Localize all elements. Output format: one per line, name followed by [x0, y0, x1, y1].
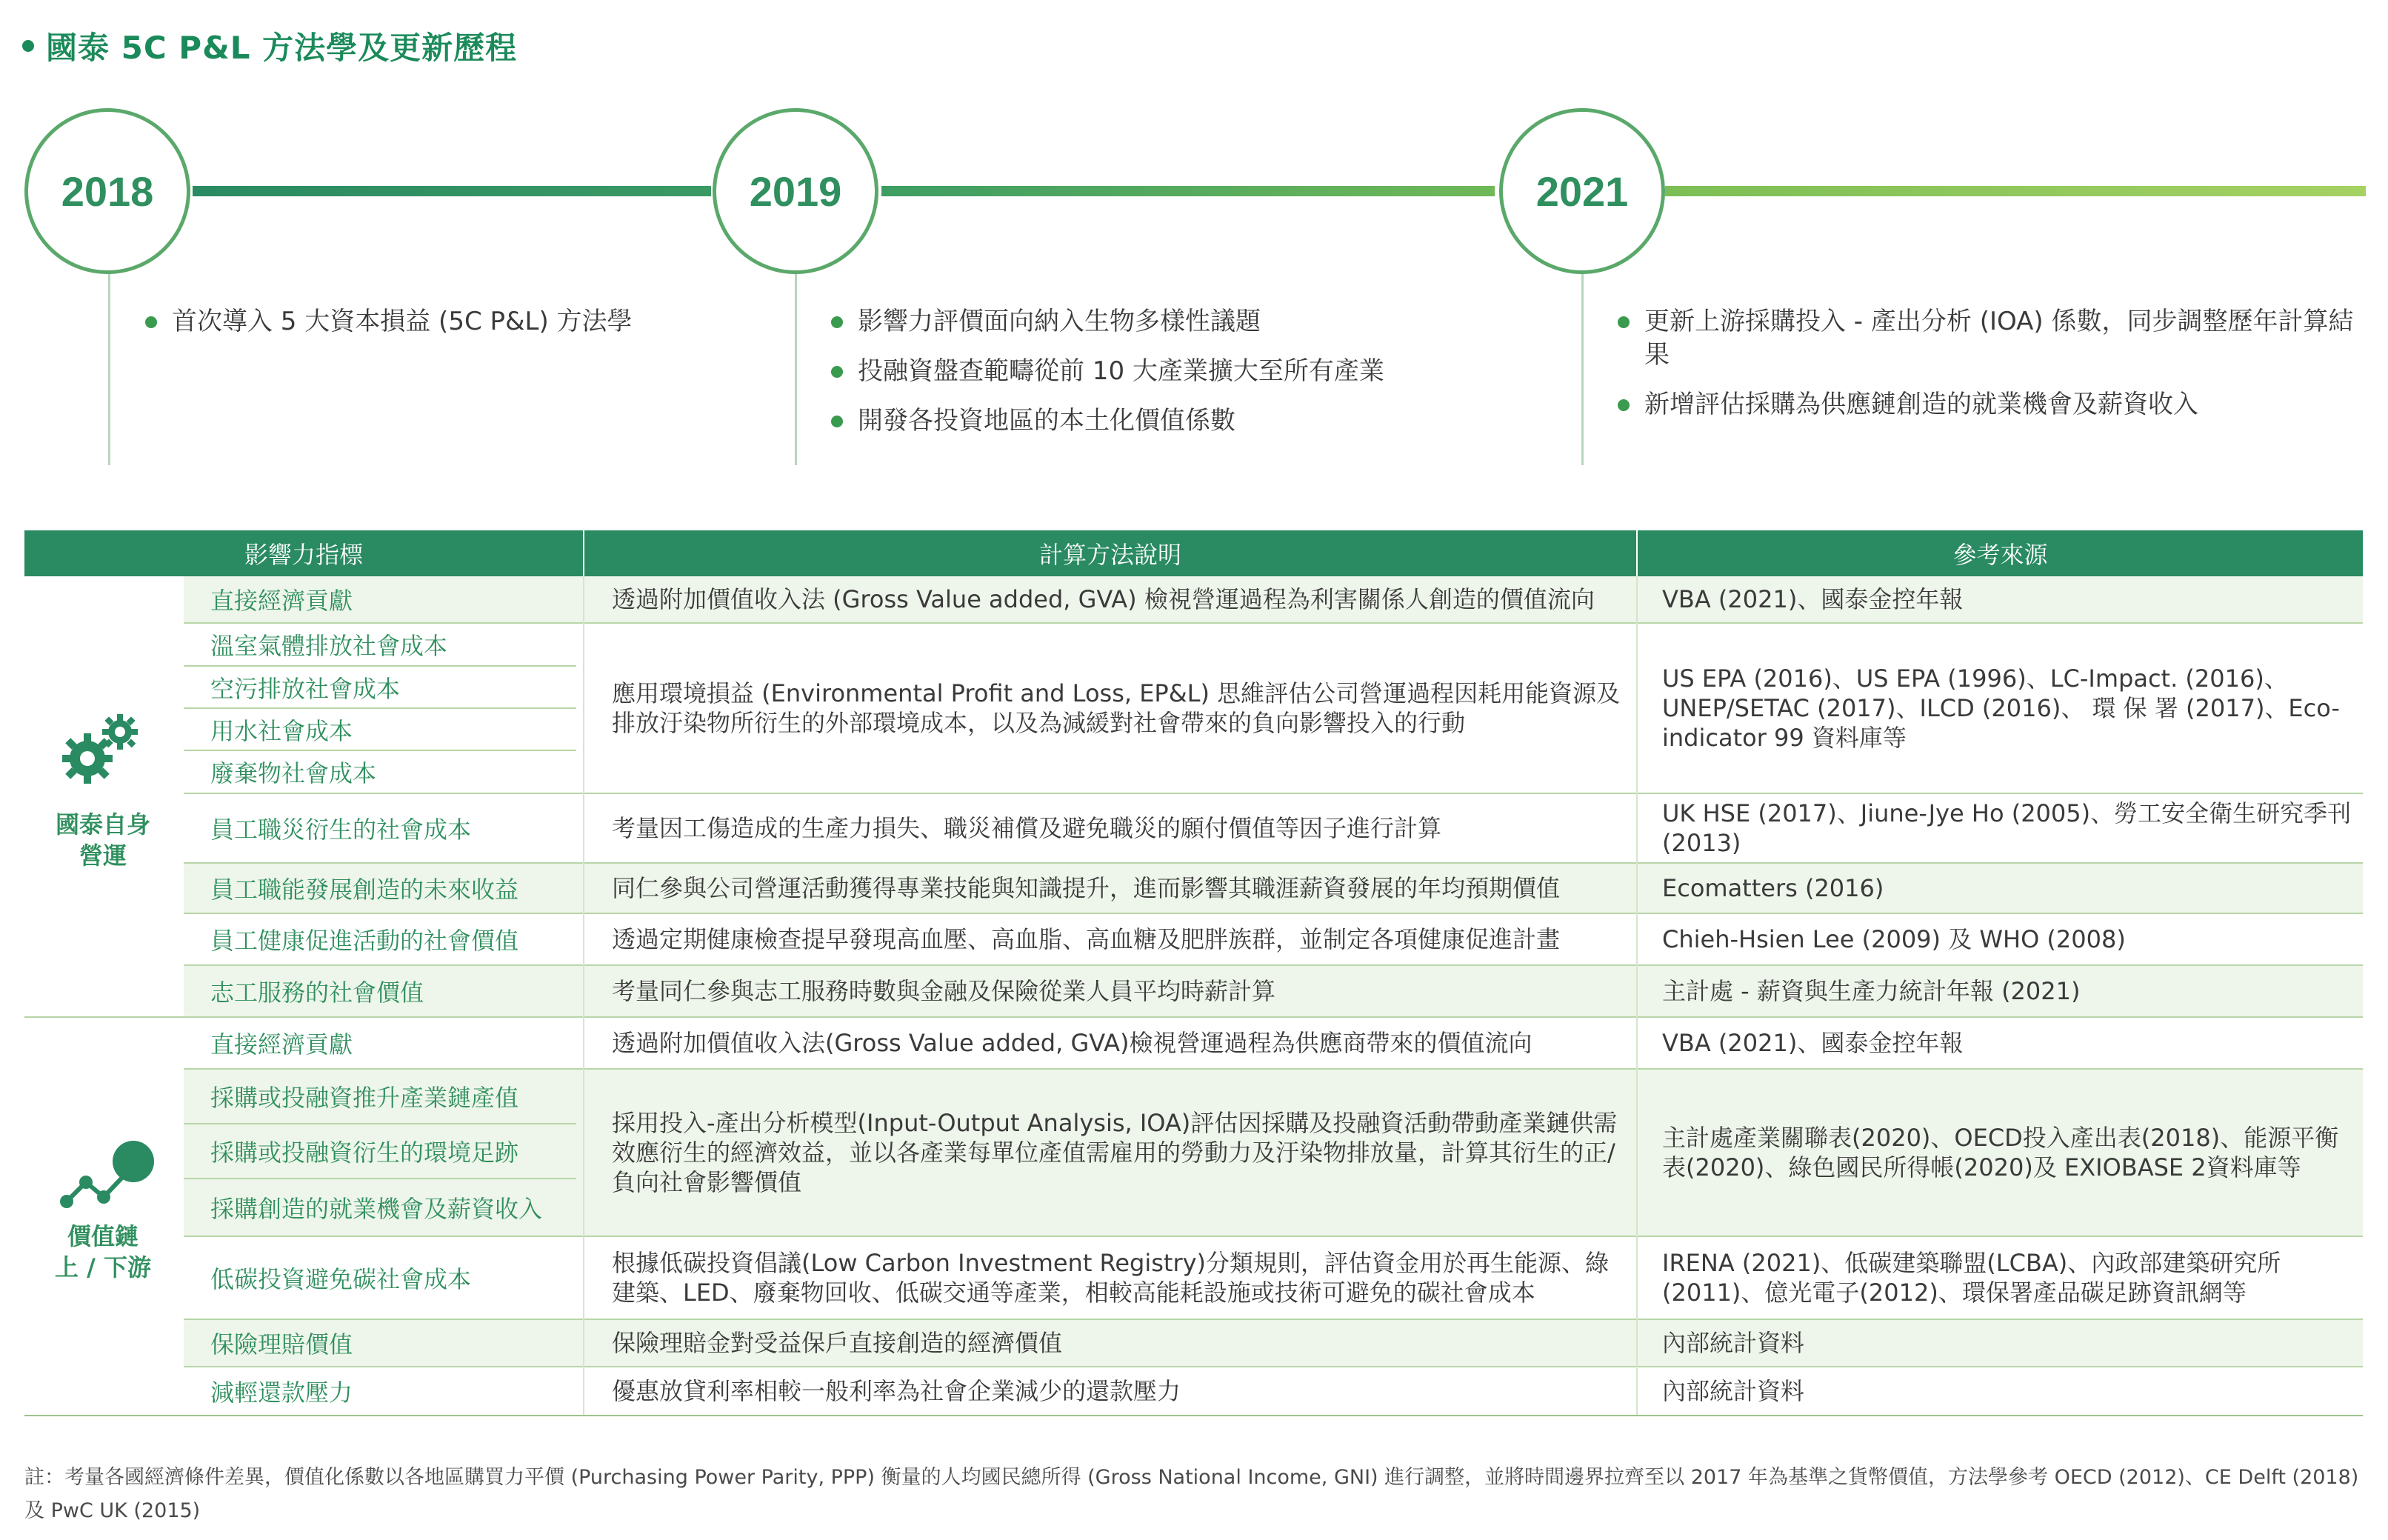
timeline-item: 首次導入 5 大資本損益 (5C P&L) 方法學 [145, 305, 708, 339]
group-label [33, 809, 173, 871]
description-cell: 保險理賠金對受益保戶直接創造的經濟價值 [612, 1329, 1063, 1357]
group-label-line: 價值鏈 [67, 1222, 139, 1250]
gears-icon [59, 711, 142, 788]
timeline-item: 開發各投資地區的本土化價值係數 [831, 404, 1483, 438]
reference-cell: 內部統計資料 [1662, 1329, 1805, 1357]
indicator-cell: 採購創造的就業機會及薪資收入 [210, 1195, 543, 1223]
description-cell: 透過附加價值收入法(Gross Value added, GVA)檢視營運過程為供應商帶來的價值流向 [612, 1029, 1532, 1057]
indicator-cell: 採購或投融資衍生的環境足跡 [210, 1139, 519, 1167]
table-row [184, 1018, 2363, 1068]
timeline-list-2019 [831, 305, 1483, 454]
timeline-list-2021 [1618, 305, 2358, 438]
table-row [184, 576, 2363, 622]
indicator-cell: 採購或投融資推升產業鏈產值 [210, 1084, 519, 1112]
table-row [184, 914, 2363, 964]
timeline-node-2019 [713, 108, 878, 274]
table-row [184, 1367, 2363, 1415]
timeline-item: 新增評估採購為供應鏈創造的就業機會及薪資收入 [1618, 388, 2358, 421]
timeline-connector [1665, 186, 2366, 196]
reference-cell: Ecomatters (2016) [1662, 874, 1884, 902]
description-cell: 應用環境損益 (Environmental Profit and Loss, EP&L) 思維評估公司營運過程因耗用能資源及排放汙染物所衍生的外部環境成本，以及為減緩對社會帶來的負向影響投入的行動 [612, 679, 1621, 737]
header-method: 計算方法說明 [1038, 541, 1181, 569]
indicator-cell: 溫室氣體排放社會成本 [210, 632, 448, 660]
header-indicator: 影響力指標 [244, 541, 363, 569]
indicator-cell: 直接經濟貢獻 [210, 1030, 353, 1059]
table-row [184, 864, 2363, 913]
timeline-year: 2019 [749, 167, 842, 215]
table-row [184, 624, 2363, 793]
timeline-node-2018 [24, 108, 190, 274]
timeline-item: 更新上游採購投入 - 產出分析 (IOA) 係數，同步調整歷年計算結果 [1618, 305, 2358, 372]
indicator-cell: 保險理賠價值 [210, 1330, 353, 1359]
reference-cell: 主計處 - 薪資與生產力統計年報 (2021) [1662, 977, 2081, 1005]
bullet-dot [22, 40, 34, 52]
table-row [184, 1070, 2363, 1236]
table-header [24, 530, 2363, 576]
reference-cell: IRENA (2021)、低碳建築聯盟(LCBA)、內政部建築研究所(2011)、億光電子(2012)、環保署產品碳足跡資訊網等 [1662, 1249, 2281, 1307]
indicator-cell: 員工健康促進活動的社會價值 [210, 927, 519, 955]
indicator-cell: 廢棄物社會成本 [210, 759, 377, 787]
timeline-stem [1581, 274, 1584, 465]
timeline-item: 投融資盤查範疇從前 10 大產業擴大至所有產業 [831, 355, 1483, 388]
timeline-year: 2018 [61, 167, 154, 215]
description-cell: 同仁參與公司營運活動獲得專業技能與知識提升，進而影響其職涯薪資發展的年均預期價值 [612, 874, 1561, 902]
indicator-cell: 低碳投資避免碳社會成本 [210, 1265, 472, 1293]
table-row [184, 966, 2363, 1016]
indicator-cell: 志工服務的社會價值 [210, 979, 424, 1007]
timeline-node-2021 [1499, 108, 1665, 274]
timeline-year: 2021 [1535, 167, 1629, 215]
header-reference: 參考來源 [1952, 541, 2048, 569]
value-chain-icon [56, 1138, 157, 1212]
timeline-item: 影響力評價面向納入生物多樣性議題 [831, 305, 1483, 339]
table-bottom-border [24, 1415, 2363, 1416]
description-cell: 根據低碳投資倡議(Low Carbon Investment Registry)分類規則，評估資金用於再生能源、綠建築、LED、廢棄物回收、低碳交通等產業，相較高能耗設施或技術可避免的碳社會成本 [612, 1249, 1610, 1307]
column-divider [1636, 576, 1638, 1415]
group-label [33, 1221, 173, 1283]
indicator-cell: 空污排放社會成本 [210, 674, 401, 703]
group-label-line: 營運 [79, 841, 127, 870]
group-label-line: 上 / 下游 [55, 1253, 151, 1281]
reference-cell: US EPA (2016)、US EPA (1996)、LC-Impact. (2016)、UNEP/SETAC (2017)、ILCD (2016)、 環 保 署 (2017)、Eco-indicator 99 資料庫等 [1662, 664, 2340, 752]
reference-cell: VBA (2021)、國泰金控年報 [1662, 1029, 1964, 1057]
page-title [22, 24, 517, 68]
column-divider [583, 576, 584, 1415]
reference-cell: VBA (2021)、國泰金控年報 [1662, 585, 1964, 613]
footnote: 註：考量各國經濟條件差異，價值化係數以各地區購買力平價 (Purchasing Power Parity, PPP) 衡量的人均國民總所得 (Gross National Income, GNI) 進行調整，並將時間邊界拉齊至以 2017 年為基準之貨幣價值，方法學參考 OECD (2012)、CE Delft (2018) 及 PwC UK (2015) [24, 1466, 2359, 1522]
indicator-cell: 減輕還款壓力 [210, 1379, 353, 1407]
group-label-line: 國泰自身 [55, 810, 150, 839]
description-cell: 透過定期健康檢查提早發現高血壓、高血脂、高血糖及肥胖族群，並制定各項健康促進計畫 [612, 925, 1561, 953]
indicator-cell: 員工職能發展創造的未來收益 [210, 876, 519, 904]
reference-cell: Chieh-Hsien Lee (2009) 及 WHO (2008) [1662, 925, 2126, 953]
indicator-cell: 員工職災衍生的社會成本 [210, 816, 472, 844]
description-cell: 優惠放貸利率相較一般利率為社會企業減少的還款壓力 [612, 1377, 1181, 1405]
table-row [184, 794, 2363, 862]
description-cell: 考量同仁參與志工服務時數與金融及保險從業人員平均時薪計算 [612, 977, 1276, 1005]
description-cell: 考量因工傷造成的生產力損失、職災補償及避免職災的願付價值等因子進行計算 [612, 814, 1442, 842]
timeline-stem [108, 274, 110, 465]
description-cell: 透過附加價值收入法 (Gross Value added, GVA) 檢視營運過程為利害關係人創造的價值流向 [612, 585, 1595, 613]
reference-cell: UK HSE (2017)、Jiune-Jye Ho (2005)、勞工安全衛生研究季刊 (2013) [1662, 799, 2352, 857]
reference-cell: 內部統計資料 [1662, 1377, 1805, 1405]
table-row [184, 1237, 2363, 1319]
timeline-connector [881, 186, 1495, 196]
timeline-list-2018 [145, 305, 708, 355]
indicator-cell: 直接經濟貢獻 [210, 587, 353, 615]
timeline-stem [795, 274, 797, 465]
description-cell: 採用投入-產出分析模型(Input-Output Analysis, IOA)評估因採購及投融資活動帶動產業鏈供需效應衍生的經濟效益，並以各產業每單位產值需雇用的勞動力及汙染物排放量，計算其衍生的正/負向社會影響價值 [612, 1109, 1618, 1196]
indicator-cell: 用水社會成本 [210, 716, 353, 745]
title-text: 國泰 5C P&L 方法學及更新歷程 [46, 30, 518, 66]
table-row [184, 1320, 2363, 1366]
timeline-connector [193, 186, 711, 196]
reference-cell: 主計處產業關聯表(2020)、OECD投入產出表(2018)、能源平衡表(2020)、綠色國民所得帳(2020)及 EXIOBASE 2資料庫等 [1662, 1124, 2339, 1181]
